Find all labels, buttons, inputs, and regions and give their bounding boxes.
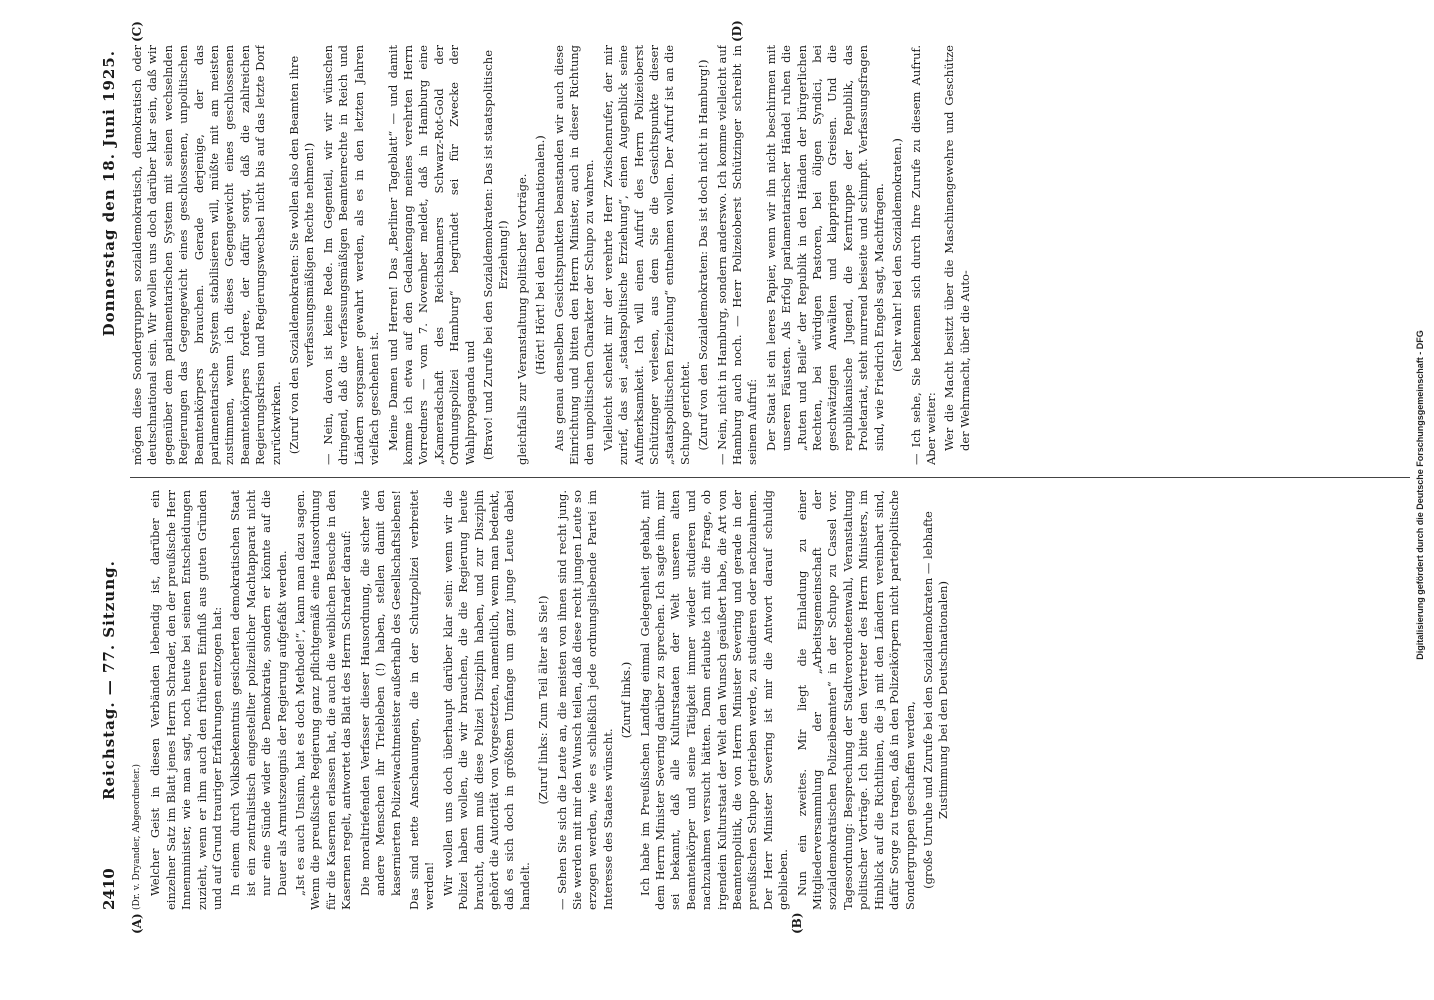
interjection: (Sehr wahr! bei den Sozialdemokraten.) [890,138,905,372]
interjection: (große Unruhe und Zurufe bei den Sozialdemokraten — lebhafte Zustimmung bei den Deutschnationalen) [920,511,951,889]
paragraph: Meine Damen und Herren! Das „Berliner Tageblatt“ — und damit komme ich etwa auf den Gedankengang meines verehrten Herrn Vorredners — vom 7. November meldet, daß in Hamburg eine „Kameradschaft des Reichsbanners Schwarz-Rot-Gold der Ordnungspolizei Hamburg“ begründet sei für Zwecke der Wahlpropaganda und [385,45,477,465]
paragraph: Wir wollen uns doch überhaupt darüber klar sein: wenn wir die Polizei haben wollen, die wir brauchen, die die Regierung heute braucht, dann muß diese Polizei Disziplin haben, und zur Disziplin gehört die Autorität von Vorgesetzten, namentlich, wenn man bedenkt, daß es sich doch in größtem Umfange um ganz junge Leute dabei handelt. [440,490,532,910]
paragraph: — Nein, davon ist keine Rede. Im Gegenteil, wir wir wünschen dringend, daß die verfassungsmäßigen Beamtenrechte in Reich und Ländern sorgsamer gewahrt werden, als es in den letzten Jahren vielfach geschehen ist. [320,45,382,465]
paragraph: — Ich sehe, Sie bekennen sich durch Ihre Zurufe zu diesem Aufruf. Aber weiter: [908,45,938,465]
interjection: (Zuruf links.) [619,661,634,739]
page-content [90,20,1420,934]
paragraph: — Sehen Sie sich die Leute an, die meisten von ihnen sind recht jung. Sie werden mit mir den Wunsch teilen, daß diese recht jungen Leute so erzogen werden, wie es schließlich jede ordnungsliebende Partei im Interesse des Staates wünscht. [554,490,615,910]
paragraph: Nun ein zweites. Mir liegt die Einladung zu einer Mitgliederversammlung der „Arbeitsgemeinschaft der sozialdemokratischen Polizeibeamten“ in der Schupo zu Cassel vor. Tagesordnung: Besprechung der Stadtverordnetenwahl, Veranstaltung politischer Vorträge. Ich bitte den Vertreter des Herrn Ministers, im Hinblick auf die Richtlinien, die ja mit den Ländern vereinbart sind, dafür Sorge zu tragen, daß in den Polizeikörpern nicht parteipolitische Sondergruppen geschaffen werden, [794,490,917,910]
paragraph: Aus genau denselben Gesichtspunkten beanstanden wir auch diese Einrichtung und bitten den Herrn Minister, auch in dieser Richtung den unpolitischen Charakter der Schupo zu wahren. [551,45,597,465]
scanned-page [90,20,1420,934]
paragraph: mögen diese Sondergruppen sozialdemokratisch, demokratisch oder deutschnational sein. Wir wollen uns doch darüber klar sein, daß wir gegenüber dem parlamentarischen System mit seinen wechselnden Regierungen das Gegengewicht eines geschlossenen, unpolitischen Beamtenkörpers brauchen. Gerade derjenige, der das parlamentarische System stabilisieren will, müßte mit am meisten zustimmen, wenn ich dieses Gegengewicht eines geschlossenen Beamtenkörpers fordere, der dafür sorgt, daß die zahlreichen Regierungskrisen und Regierungswechsel nicht bis auf das letzte Dorf zurückwirken. [130,45,283,465]
quote: In einem durch Volksbekenntnis gesicherten demokratischen Staat ist ein zentralistisch eingestellter polizeilicher Machtapparat nicht nur eine Sünde wider die Demokratie, sondern er könnte auf die Dauer als Armutszeugnis der Regierung aufgefaßt werden. [228,490,289,896]
quote: Die moraltriefenden Verfasser dieser Hausordnung, die sicher wie andere Menschen ihr Triebleben (!) haben, stellen damit den kasernierten Polizeiwachtmeister außerhalb des Gesellschaftslebens! [357,490,403,896]
dfg-sidebar [1410,0,1432,1000]
right-column [130,45,1410,465]
dfg-credit: Digitalisierung gefördert durch die Deutsche Forschungsgemeinschaft - DFG [1415,330,1425,660]
speaker-line: (Dr. v. Dryander, Abgeordneter.) [132,764,142,910]
margin-mark-d: (D) [730,20,744,42]
page-number: 2410 [100,868,118,910]
paragraph: „Ist es auch Unsinn, hat es doch Methode!“, kann man dazu sagen. Wenn die preußische Regierung ganz pflichtgemäß eine Hausordnung für die Kasernen erlassen hat, die auch die weiblichen Besuche in den Kasernen regelt, antwortet das Blatt des Herrn Schrader darauf: [293,490,354,910]
interjection: (Bravo! und Zurufe bei den Sozialdemokraten: Das ist staatspolitische Erziehung!) [480,49,511,461]
quote: Wer die Macht besitzt über die Maschinengewehre und Geschütze der Wehrmacht, über die Auto- [942,45,972,451]
page-header [100,50,124,910]
session-date: Donnerstag den 18. Juni 1925. [100,50,118,337]
interjection: (Zuruf von den Sozialdemokraten: Das ist doch nicht in Hamburg!) [696,59,711,451]
margin-mark-b: (B) [790,912,804,934]
session-title: Reichstag. — 77. Sitzung. [100,560,118,800]
paragraph: Vielleicht schenkt mir der verehrte Herr Zwischenrufer, der mir zurief, das sei „staatspolitische Erziehung“, einen Augenblick seine Aufmerksamkeit. Ich will einen Aufruf des Herrn Polizeioberst Schützinger verlesen, aus dem Sie die Gesichtspunkte dieser „staatspolitischen Erziehung“ entnehmen wollen. Der Aufruf ist an die Schupo gerichtet. [600,45,692,465]
left-column [130,490,1410,910]
paragraph: Ich habe im Preußischen Landtag einmal Gelegenheit gehabt, mit dem Herrn Minister Severing darüber zu sprechen. Ich sagte ihm, mir sei bekannt, daß alle Kulturstaaten der Welt unseren alten Beamtenkörper und seine Tätigkeit immer wieder studieren und nachzuahmen versucht hätten. Dann erlaubte ich mit die Frage, ob irgendein Kulturstaat der Welt den Wunsch geäußert habe, die Art von Beamtenpolitik, die von Herrn Minister Severing und gerade in der preußischen Schupo getrieben werde, zu studieren oder nachzuahmen. Der Herr Minister Severing ist mir die Antwort darauf schuldig geblieben. [637,490,791,910]
margin-mark-a: (A) [130,913,144,934]
margin-mark-c: (C) [130,21,144,42]
paragraph: — Nein, nicht in Hamburg, sondern anderswo. Ich komme vielleicht auf Hamburg auch noch. — Herr Polizeioberst Schützinger schreibt in seinem Aufruf: [714,45,760,465]
quote: Der Staat ist ein leeres Papier, wenn wir ihn nicht beschirmen mit unseren Fäusten. Als Erfolg parlamentarischer Händel ruhen die „Ruten und Beile“ der Republik in den Händen der bürgerlichen Rechten, bei würdigen Pastoren, bei öligen Syndici, bei geschwätzigen Anwälten und klapprigen Greisen. Und die republikanische Jugend, die Kerntruppe der Republik, das Proletariat, steht murrend beiseite und schimpft. Verfassungsfragen sind, wie Friedrich Engels sagt, Machtfragen. [763,45,886,451]
column-divider [130,477,1410,478]
interjection: (Hört! Hört! bei den Deutschnationalen.) [533,135,548,375]
paragraph: gleichfalls zur Veranstaltung politischer Vorträge. [514,173,529,465]
interjection: (Zuruf links: Zum Teil älter als Sie!) [536,595,551,805]
paragraph: Das sind nette Anschauungen, die in der Schutzpolizei verbreitet werden! [406,490,437,910]
paragraph: Welcher Geist in diesen Verbänden lebendig ist, darüber ein einzelner Satz im Blatt jenes Herrn Schrader, den der preußische Herr Innenminister, wie man sagt, noch heute bei seinen Entscheidungen zuzieht, wenn er ihm auch den früheren Einfluß aus guten Gründen und auf Grund trauriger Erfahrungen entzogen hat: [148,490,225,910]
interjection: (Zuruf von den Sozialdemokraten: Sie wollen also den Beamten ihre verfassungsmäßigen Rechte nehmen!) [287,55,317,455]
